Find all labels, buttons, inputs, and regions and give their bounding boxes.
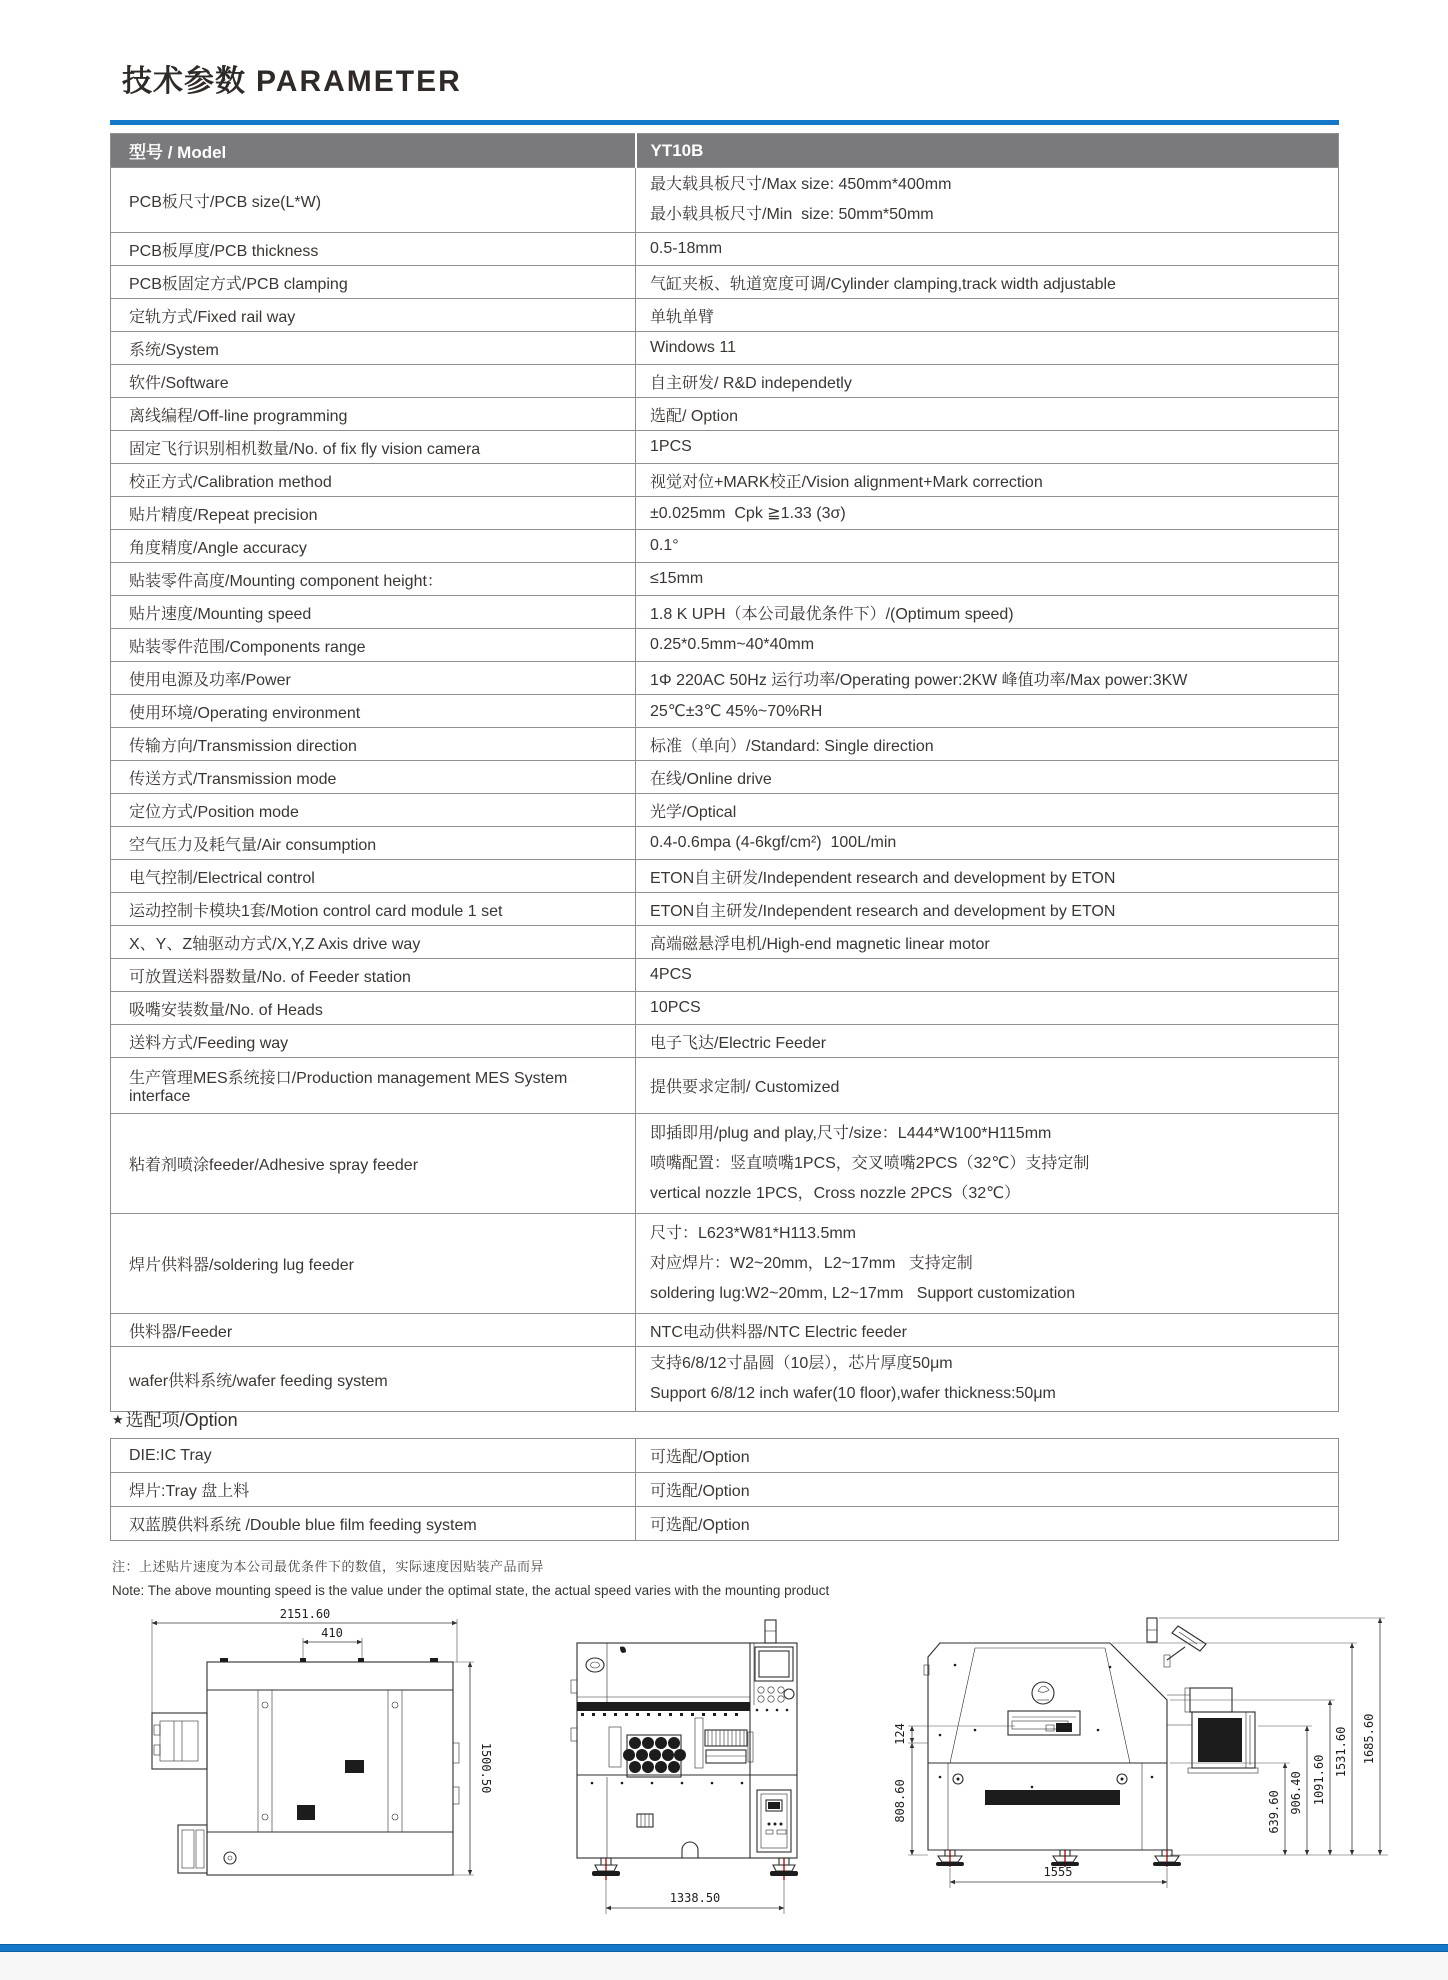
option-label: DIE:IC Tray — [129, 1446, 212, 1464]
table-row — [111, 168, 1339, 233]
dim-base-height: 808.60 — [893, 1779, 907, 1823]
table-row — [111, 530, 1339, 563]
page-title — [122, 56, 462, 100]
param-label: 校正方式/Calibration method — [129, 473, 332, 491]
param-value: 电子飞达/Electric Feeder — [650, 1034, 827, 1052]
param-value: 光学/Optical — [650, 803, 737, 821]
param-value: 4PCS — [650, 966, 692, 983]
front-view-drawing — [545, 1592, 925, 1942]
model-header-value: YT10B — [636, 134, 1339, 168]
options-table — [110, 1438, 1339, 1541]
table-row — [111, 761, 1339, 794]
param-label: 吸嘴安装数量/No. of Heads — [129, 1001, 323, 1019]
param-value: ≤15mm — [650, 570, 704, 587]
table-row — [111, 1114, 1339, 1214]
table-row — [111, 497, 1339, 530]
param-label: 焊片供料器/soldering lug feeder — [129, 1257, 354, 1274]
table-row — [111, 992, 1339, 1025]
param-value: Windows 11 — [650, 339, 736, 356]
dim-feet-span-side: 1555 — [1043, 1865, 1073, 1879]
param-value-line: 即插即用/plug and play,尺寸/size：L444*W100*H115mm — [650, 1124, 1052, 1142]
param-value: ±0.025mm Cpk ≧1.33 (3σ) — [650, 505, 846, 522]
param-label: 定轨方式/Fixed rail way — [129, 308, 296, 326]
param-label: PCB板尺寸/PCB size(L*W) — [129, 193, 322, 211]
param-value: 提供要求定制/ Customized — [650, 1079, 840, 1096]
param-value: 视觉对位+MARK校正/Vision alignment+Mark correction — [650, 473, 1043, 491]
page-title-en: PARAMETER — [256, 65, 462, 98]
option-row — [111, 1439, 1339, 1473]
param-value: 气缸夹板、轨道宽度可调/Cylinder clamping,track width adjustable — [650, 275, 1116, 293]
param-label: 生产管理MES系统接口/Production management MES System interface — [129, 1070, 568, 1105]
options-heading-label: 选配项/Option — [125, 1410, 238, 1430]
param-label: 贴片精度/Repeat precision — [129, 506, 318, 524]
table-row — [111, 926, 1339, 959]
side-view-drawing — [880, 1605, 1440, 1940]
options-heading — [112, 1406, 238, 1432]
param-label: PCB板固定方式/PCB clamping — [129, 275, 348, 293]
param-label: 粘着剂喷涂feeder/Adhesive spray feeder — [129, 1157, 419, 1174]
option-value: 可选配/Option — [650, 1517, 750, 1534]
table-row — [111, 1214, 1339, 1314]
param-value-line: 喷嘴配置：竖直喷嘴1PCS，交叉喷嘴2PCS（32℃）支持定制 — [650, 1154, 1090, 1172]
footnote-zh: 注：上述贴片速度为本公司最优条件下的数值，实际速度因贴装产品而异 — [112, 1559, 545, 1574]
table-row — [111, 266, 1339, 299]
param-label: 系统/System — [129, 341, 219, 359]
param-value: ETON自主研发/Independent research and development by ETON — [650, 902, 1116, 920]
dim-total-width: 2151.60 — [279, 1607, 331, 1621]
param-value-line: 最小载具板尺寸/Min size: 50mm*50mm — [650, 206, 934, 223]
param-value: 25℃±3℃ 45%~70%RH — [650, 703, 823, 720]
table-row — [111, 431, 1339, 464]
param-value-line: 支持6/8/12寸晶圆（10层），芯片厚度50μm — [650, 1355, 953, 1372]
param-value: 标准（单向）/Standard: Single direction — [650, 737, 934, 755]
param-value: 0.4-0.6mpa (4-6kgf/cm²) 100L/min — [650, 834, 897, 851]
param-label: 软件/Software — [129, 374, 229, 392]
footer-accent-bar — [0, 1944, 1448, 1952]
table-row — [111, 860, 1339, 893]
param-value: 1Φ 220AC 50Hz 运行功率/Operating power:2KW 峰值功率/Max power:3KW — [650, 671, 1188, 689]
param-value: 在线/Online drive — [650, 770, 772, 788]
eton-logo — [586, 1658, 604, 1672]
param-value-line: 最大载具板尺寸/Max size: 450mm*400mm — [650, 176, 952, 193]
page-title-zh: 技术参数 — [122, 65, 246, 98]
param-value: 选配/ Option — [650, 407, 739, 425]
param-value: 0.1° — [650, 537, 679, 554]
param-label: 定位方式/Position mode — [129, 803, 299, 821]
param-label: 使用环境/Operating environment — [129, 704, 361, 722]
dim-feet-span-front: 1338.50 — [669, 1891, 721, 1905]
dim-window-width: 410 — [321, 1626, 343, 1640]
dim-depth: 1500.50 — [479, 1742, 493, 1794]
param-label: 电气控制/Electrical control — [129, 869, 315, 887]
param-label: 传输方向/Transmission direction — [129, 737, 357, 755]
dim-h2: 906.40 — [1289, 1771, 1303, 1815]
table-row — [111, 1025, 1339, 1058]
option-value: 可选配/Option — [650, 1449, 750, 1466]
param-value-line: vertical nozzle 1PCS，Cross nozzle 2PCS（32℃） — [650, 1184, 1021, 1202]
param-label: 送料方式/Feeding way — [129, 1034, 289, 1052]
param-value: 单轨单臂 — [650, 308, 715, 326]
table-row — [111, 893, 1339, 926]
param-label: wafer供料系统/wafer feeding system — [129, 1372, 388, 1390]
eton-logo — [1032, 1682, 1054, 1704]
table-row — [111, 563, 1339, 596]
table-row — [111, 1314, 1339, 1347]
option-label: 焊片:Tray 盘上料 — [129, 1483, 250, 1500]
option-label: 双蓝膜供料系统 /Double blue film feeding system — [129, 1517, 477, 1534]
title-underline — [110, 120, 1339, 125]
param-value-line: soldering lug:W2~20mm, L2~17mm Support customization — [650, 1284, 1076, 1302]
param-label: 可放置送料器数量/No. of Feeder station — [129, 968, 411, 986]
param-value-line: Support 6/8/12 inch wafer(10 floor),wafer thickness:50μm — [650, 1385, 1056, 1402]
table-header-row — [111, 134, 1339, 168]
hook-mark — [620, 1647, 626, 1653]
parameter-table-wrap — [110, 133, 1339, 1412]
param-value: NTC电动供料器/NTC Electric feeder — [650, 1323, 907, 1341]
table-row — [111, 827, 1339, 860]
param-label: 传送方式/Transmission mode — [129, 770, 337, 788]
dim-h5: 1685.60 — [1362, 1713, 1376, 1765]
param-label: 角度精度/Angle accuracy — [129, 539, 307, 557]
param-label: 贴装零件高度/Mounting component height： — [129, 572, 443, 590]
param-value: 0.5-18mm — [650, 240, 723, 257]
table-row — [111, 299, 1339, 332]
table-row — [111, 794, 1339, 827]
table-row — [111, 959, 1339, 992]
param-label: 贴装零件范围/Components range — [129, 638, 366, 656]
param-label: 运动控制卡模块1套/Motion control card module 1 set — [129, 902, 503, 920]
top-view-drawing — [130, 1605, 530, 1935]
param-label: PCB板厚度/PCB thickness — [129, 242, 319, 260]
param-value: ETON自主研发/Independent research and development by ETON — [650, 869, 1116, 887]
param-value-line: 对应焊片：W2~20mm，L2~17mm 支持定制 — [650, 1254, 973, 1272]
dim-h4: 1531.60 — [1334, 1726, 1348, 1778]
param-label: X、Y、Z轴驱动方式/X,Y,Z Axis drive way — [129, 935, 421, 953]
table-row — [111, 464, 1339, 497]
param-value: 高端磁悬浮电机/High-end magnetic linear motor — [650, 935, 990, 953]
param-label: 离线编程/Off-line programming — [129, 407, 348, 425]
option-row — [111, 1507, 1339, 1541]
table-row — [111, 233, 1339, 266]
param-value: 10PCS — [650, 999, 701, 1016]
table-row — [111, 695, 1339, 728]
param-label: 供料器/Feeder — [129, 1323, 233, 1341]
param-label: 使用电源及功率/Power — [129, 671, 291, 689]
table-row — [111, 1058, 1339, 1114]
param-value: 1PCS — [650, 438, 692, 455]
table-row — [111, 1347, 1339, 1412]
footer-margin — [0, 1952, 1448, 1980]
dim-h3: 1091.60 — [1312, 1754, 1326, 1806]
star-icon: ★ — [112, 1412, 124, 1427]
table-row — [111, 629, 1339, 662]
dim-slot-offset: 124 — [893, 1723, 907, 1745]
param-value: 自主研发/ R&D independetly — [650, 374, 852, 392]
option-value: 可选配/Option — [650, 1483, 750, 1500]
param-value: 0.25*0.5mm~40*40mm — [650, 636, 815, 653]
parameter-table — [110, 133, 1339, 1412]
table-row — [111, 662, 1339, 695]
dim-h1: 639.60 — [1267, 1790, 1281, 1834]
table-row — [111, 365, 1339, 398]
param-value: 1.8 K UPH（本公司最优条件下）/(Optimum speed) — [650, 605, 1014, 623]
table-row — [111, 332, 1339, 365]
table-row — [111, 596, 1339, 629]
options-table-wrap — [110, 1438, 1339, 1541]
table-row — [111, 728, 1339, 761]
model-header-label: 型号 / Model — [111, 134, 636, 168]
table-row — [111, 398, 1339, 431]
param-value-line: 尺寸：L623*W81*H113.5mm — [650, 1224, 857, 1242]
param-label: 贴片速度/Mounting speed — [129, 605, 312, 623]
footnote-en: Note: The above mounting speed is the value under the optimal state, the actual speed varies with the mounting product — [112, 1583, 830, 1598]
option-row — [111, 1473, 1339, 1507]
param-label: 空气压力及耗气量/Air consumption — [129, 836, 377, 854]
param-label: 固定飞行识别相机数量/No. of fix fly vision camera — [129, 440, 481, 458]
